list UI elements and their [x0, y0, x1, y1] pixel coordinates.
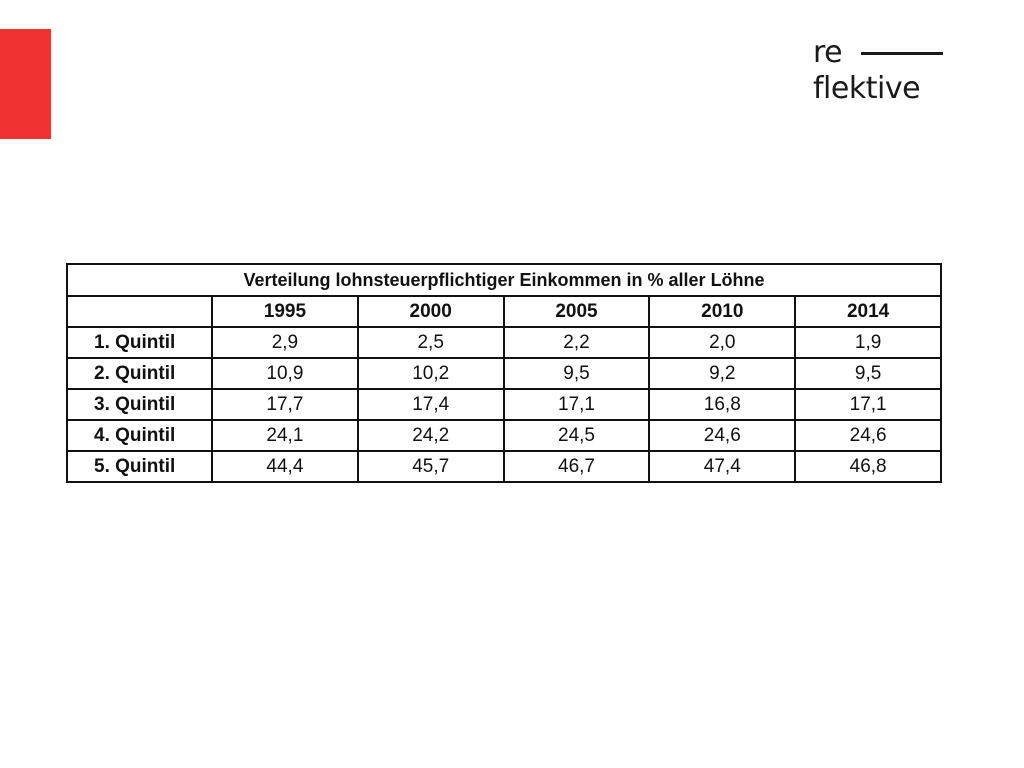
table-cell: 10,9 — [212, 358, 358, 389]
table-row — [67, 451, 941, 482]
row-label: 1. Quintil — [67, 327, 212, 358]
table-row — [67, 327, 941, 358]
income-distribution-table — [66, 263, 942, 483]
table-cell: 44,4 — [212, 451, 358, 482]
table-cell: 17,1 — [504, 389, 650, 420]
table-cell: 24,1 — [212, 420, 358, 451]
header-year: 1995 — [212, 296, 358, 327]
table-cell: 2,9 — [212, 327, 358, 358]
table-cell: 17,7 — [212, 389, 358, 420]
table-row — [67, 358, 941, 389]
header-year: 2014 — [795, 296, 941, 327]
table-cell: 16,8 — [649, 389, 795, 420]
table-cell: 46,8 — [795, 451, 941, 482]
accent-bar — [0, 29, 51, 139]
header-year: 2000 — [358, 296, 504, 327]
logo-dash — [861, 52, 943, 55]
table-cell: 1,9 — [795, 327, 941, 358]
table-cell: 2,0 — [649, 327, 795, 358]
header-year: 2005 — [504, 296, 650, 327]
table-header-row — [67, 296, 941, 327]
table-cell: 9,2 — [649, 358, 795, 389]
table-row — [67, 389, 941, 420]
table-title-row — [67, 264, 941, 296]
logo-text-re: re — [813, 35, 843, 70]
row-label: 5. Quintil — [67, 451, 212, 482]
header-year: 2010 — [649, 296, 795, 327]
table-cell: 17,1 — [795, 389, 941, 420]
table-cell: 24,6 — [649, 420, 795, 451]
table-cell: 47,4 — [649, 451, 795, 482]
table-cell: 17,4 — [358, 389, 504, 420]
header-empty-cell — [67, 296, 212, 327]
table-cell: 10,2 — [358, 358, 504, 389]
row-label: 4. Quintil — [67, 420, 212, 451]
table-title: Verteilung lohnsteuerpflichtiger Einkommen in % aller Löhne — [67, 264, 941, 296]
table-cell: 2,5 — [358, 327, 504, 358]
reflektive-logo — [813, 36, 953, 108]
row-label: 3. Quintil — [67, 389, 212, 420]
logo-text-flektive: flektive — [813, 71, 921, 106]
table-cell: 2,2 — [504, 327, 650, 358]
table-cell: 24,6 — [795, 420, 941, 451]
table-cell: 24,5 — [504, 420, 650, 451]
table-cell: 46,7 — [504, 451, 650, 482]
row-label: 2. Quintil — [67, 358, 212, 389]
table-cell: 9,5 — [795, 358, 941, 389]
table-row — [67, 420, 941, 451]
table-cell: 45,7 — [358, 451, 504, 482]
income-distribution-table-wrap — [66, 263, 940, 483]
table-cell: 9,5 — [504, 358, 650, 389]
table-cell: 24,2 — [358, 420, 504, 451]
